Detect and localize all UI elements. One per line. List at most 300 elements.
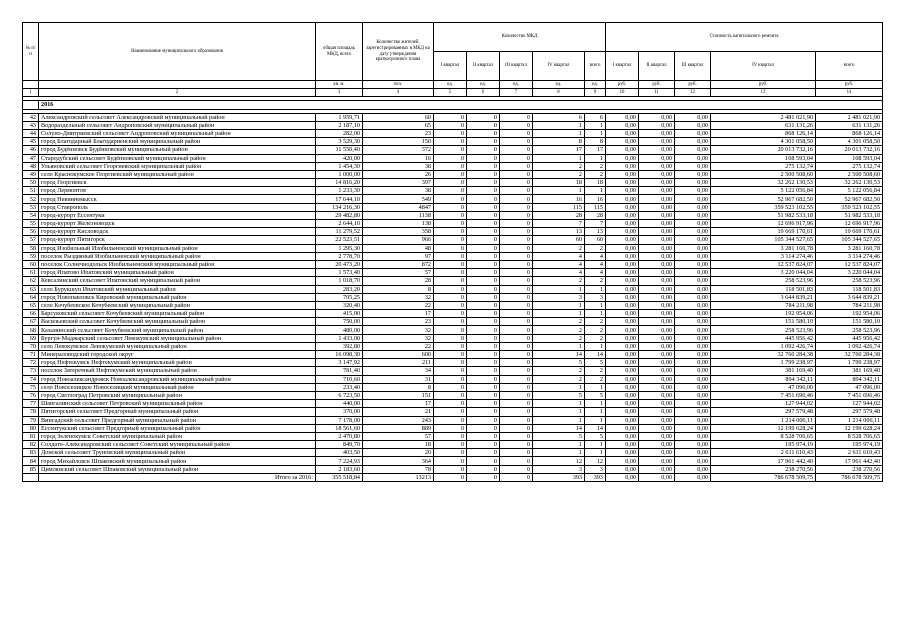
area-cell: 134 216,30 (316, 203, 363, 211)
row-number: 52 (23, 195, 39, 203)
row-number: 63 (23, 285, 39, 293)
cost-q3-cell: 0,00 (675, 449, 711, 457)
mkd-q4-cell: 2 (533, 334, 585, 342)
mkd-q1-cell: 0 (434, 236, 467, 244)
area-cell: 3 147,92 (316, 359, 363, 367)
row-number: 59 (23, 252, 39, 260)
municipality-name: город Будённовск Будённовский муниципальный район (39, 146, 316, 154)
mkd-q3-cell: 0 (500, 449, 533, 457)
mkd-q4-cell: 14 (533, 351, 585, 359)
table-row (23, 220, 883, 228)
row-number: 46 (23, 146, 39, 154)
mkd-q1-cell: 0 (434, 465, 467, 473)
municipality-name: Солуно-Дмитриевский сельсовет Андроповский муниципальный район (39, 129, 316, 137)
mkd-q3-cell: 0 (500, 277, 533, 285)
cost-q1-cell: 0,00 (606, 359, 639, 367)
area-cell: 17 644,10 (316, 195, 363, 203)
mkd-q4-cell: 13 (533, 228, 585, 236)
table-row (23, 162, 883, 170)
total-mkd-q4: 393 (533, 473, 585, 481)
table-row (23, 400, 883, 408)
cost-q3-cell: 0,00 (675, 138, 711, 146)
municipality-name: Цимлянский сельсовет Шпаковский муниципальный район (39, 465, 316, 473)
cost-total-cell: 3 281 160,78 (816, 244, 883, 252)
mkd-q4-cell: 4 (533, 269, 585, 277)
table-row (23, 359, 883, 367)
mkd-q3-cell: 0 (500, 432, 533, 440)
cost-total-cell: 1 799 238,97 (816, 359, 883, 367)
table-row (23, 146, 883, 154)
cost-q3-cell: 0,00 (675, 285, 711, 293)
area-cell: 1 018,70 (316, 277, 363, 285)
mkd-q2-cell: 0 (467, 457, 500, 465)
mkd-q4-cell: 1 (533, 310, 585, 318)
residents-cell: 23 (363, 129, 434, 137)
area-cell: 233,40 (316, 383, 363, 391)
total-mkd-q2: 0 (467, 473, 500, 481)
column-number: 7 (500, 89, 533, 97)
cost-total-cell: 8 528 706,65 (816, 432, 883, 440)
municipality-name: поселок Рыздвяный Изобильненский муниципальный район (39, 252, 316, 260)
column-number: 9 (585, 89, 606, 97)
mkd-q2-cell: 0 (467, 342, 500, 350)
cost-q4-cell: 275 132,74 (711, 162, 816, 170)
cost-q1-cell: 0,00 (606, 228, 639, 236)
mkd-q2-cell: 0 (467, 293, 500, 301)
residents-cell: 60 (363, 113, 434, 121)
mkd-q2-cell: 0 (467, 269, 500, 277)
cost-q4-cell: 127 944,02 (711, 400, 816, 408)
cost-q1-cell: 0,00 (606, 301, 639, 309)
mkd-q3-cell: 0 (500, 367, 533, 375)
mkd-q4-cell: 1 (533, 342, 585, 350)
column-number: 13 (711, 89, 816, 97)
mkd-total-cell: 16 (585, 195, 606, 203)
mkd-q2-cell: 0 (467, 318, 500, 326)
row-number: 71 (23, 351, 39, 359)
cost-total-cell: 32 262 130,53 (816, 179, 883, 187)
mkd-q4-cell: 3 (533, 465, 585, 473)
table-row (23, 301, 883, 309)
mkd-q1-cell: 0 (434, 162, 467, 170)
mkd-total-cell: 1 (585, 441, 606, 449)
mkd-total-cell: 60 (585, 236, 606, 244)
mkd-q1-cell: 0 (434, 277, 467, 285)
residents-cell: 138 (363, 220, 434, 228)
cost-q2-cell: 0,00 (639, 129, 675, 137)
mkd-q2-cell: 0 (467, 432, 500, 440)
mkd-q3-cell: 0 (500, 211, 533, 219)
cost-q2-cell: 0,00 (639, 138, 675, 146)
area-cell: 3 529,30 (316, 138, 363, 146)
table-row (23, 441, 883, 449)
cost-q4-cell: 108 593,04 (711, 154, 816, 162)
mkd-q4-cell: 1 (533, 129, 585, 137)
mkd-q2-cell: 0 (467, 121, 500, 129)
cost-q2-cell: 0,00 (639, 334, 675, 342)
cost-q2-cell: 0,00 (639, 351, 675, 359)
mkd-q2-cell: 0 (467, 179, 500, 187)
mkd-q1-cell: 0 (434, 146, 467, 154)
residents-cell: 364 (363, 457, 434, 465)
mkd-q3-cell: 0 (500, 301, 533, 309)
column-number: 3 (316, 89, 363, 97)
area-cell: 710,60 (316, 375, 363, 383)
area-cell: 1 959,71 (316, 113, 363, 121)
mkd-total-cell: 28 (585, 211, 606, 219)
cost-q1-cell: 0,00 (606, 416, 639, 424)
mkd-total-cell: 8 (585, 138, 606, 146)
cost-q1-cell: 0,00 (606, 195, 639, 203)
table-row (23, 285, 883, 293)
cost-total-cell: 12 199 628,24 (816, 424, 883, 432)
mkd-total-cell: 1 (585, 121, 606, 129)
cost-q4-cell: 1 799 238,97 (711, 359, 816, 367)
mkd-q3-cell: 0 (500, 285, 533, 293)
cost-q3-cell: 0,00 (675, 170, 711, 178)
cost-q3-cell: 0,00 (675, 465, 711, 473)
mkd-q2-cell: 0 (467, 465, 500, 473)
cost-q4-cell: 12 199 628,24 (711, 424, 816, 432)
table-row (23, 113, 883, 121)
cost-q2-cell: 0,00 (639, 293, 675, 301)
unit-cell: ед. (467, 81, 500, 89)
mkd-q4-cell: 2 (533, 375, 585, 383)
residents-cell: 48 (363, 244, 434, 252)
cost-q3-cell: 0,00 (675, 121, 711, 129)
cost-q3-cell: 0,00 (675, 367, 711, 375)
residents-cell: 600 (363, 351, 434, 359)
mkd-q3-cell: 0 (500, 179, 533, 187)
year-row (23, 101, 883, 109)
cost-q2-cell: 0,00 (639, 424, 675, 432)
cost-q4-cell: 17 961 442,40 (711, 457, 816, 465)
row-number: 49 (23, 170, 39, 178)
total-cost-all: 786 678 509,75 (816, 473, 883, 481)
mkd-q4-cell: 2 (533, 326, 585, 334)
cost-q1-cell: 0,00 (606, 432, 639, 440)
cost-total-cell: 108 593,04 (816, 154, 883, 162)
mkd-q2-cell: 0 (467, 203, 500, 211)
cost-q1-cell: 0,00 (606, 351, 639, 359)
cost-q4-cell: 3 644 839,21 (711, 293, 816, 301)
mkd-q1-cell: 0 (434, 391, 467, 399)
cost-q2-cell: 0,00 (639, 121, 675, 129)
cost-q3-cell: 0,00 (675, 318, 711, 326)
cost-total-cell: 192 954,06 (816, 310, 883, 318)
table-row (23, 342, 883, 350)
cost-q1-cell: 0,00 (606, 260, 639, 268)
table-row (23, 334, 883, 342)
residents-cell: 243 (363, 416, 434, 424)
repair-plan-table (22, 22, 883, 482)
row-number: 79 (23, 416, 39, 424)
header-mkd-q3: III квартал (500, 52, 533, 81)
mkd-total-cell: 1 (585, 383, 606, 391)
residents-cell: 889 (363, 424, 434, 432)
mkd-q3-cell: 0 (500, 203, 533, 211)
mkd-total-cell: 2 (585, 170, 606, 178)
cost-q2-cell: 0,00 (639, 449, 675, 457)
cost-q4-cell: 631 131,26 (711, 121, 816, 129)
mkd-q3-cell: 0 (500, 424, 533, 432)
table-row (23, 138, 883, 146)
mkd-q4-cell: 60 (533, 236, 585, 244)
table-row (23, 277, 883, 285)
mkd-q2-cell: 0 (467, 416, 500, 424)
mkd-q1-cell: 0 (434, 269, 467, 277)
cost-q3-cell: 0,00 (675, 220, 711, 228)
mkd-total-cell: 1 (585, 285, 606, 293)
total-cost-q3: 0,00 (675, 473, 711, 481)
cost-q2-cell: 0,00 (639, 310, 675, 318)
cost-q4-cell: 2 481 021,90 (711, 113, 816, 121)
mkd-q2-cell: 0 (467, 441, 500, 449)
municipality-name: Шангалинский сельсовет Петровский муниципальный район (39, 400, 316, 408)
table-row (23, 408, 883, 416)
cost-q2-cell: 0,00 (639, 260, 675, 268)
cost-total-cell: 3 644 839,21 (816, 293, 883, 301)
cost-q3-cell: 0,00 (675, 310, 711, 318)
mkd-q3-cell: 0 (500, 441, 533, 449)
cost-q3-cell: 0,00 (675, 236, 711, 244)
area-cell: 7 178,00 (316, 416, 363, 424)
total-cost-q4: 786 678 509,75 (711, 473, 816, 481)
mkd-q4-cell: 7 (533, 220, 585, 228)
mkd-q2-cell: 0 (467, 154, 500, 162)
cost-q4-cell: 20 013 732,16 (711, 146, 816, 154)
units-row (23, 81, 883, 89)
cost-total-cell: 127 944,02 (816, 400, 883, 408)
mkd-q2-cell: 0 (467, 220, 500, 228)
mkd-total-cell: 1 (585, 187, 606, 195)
header-residents: Количество жителей, зарегистрированных в МКД на дату утверждения краткосрочного плана (363, 23, 434, 81)
mkd-total-cell: 2 (585, 162, 606, 170)
mkd-q1-cell: 0 (434, 326, 467, 334)
mkd-q2-cell: 0 (467, 326, 500, 334)
row-number: 83 (23, 449, 39, 457)
cost-q3-cell: 0,00 (675, 441, 711, 449)
row-number: 75 (23, 383, 39, 391)
municipality-name: село Новоселицкое Новоселицкий муниципальный район (39, 383, 316, 391)
cost-q1-cell: 0,00 (606, 220, 639, 228)
table-row (23, 195, 883, 203)
cost-q1-cell: 0,00 (606, 383, 639, 391)
mkd-q2-cell: 0 (467, 260, 500, 268)
area-cell: 1 433,00 (316, 334, 363, 342)
row-number: 85 (23, 465, 39, 473)
cost-q3-cell: 0,00 (675, 211, 711, 219)
column-number: 6 (467, 89, 500, 97)
cost-total-cell: 1 214 006,11 (816, 416, 883, 424)
residents-cell: 18 (363, 441, 434, 449)
cost-q4-cell: 7 451 696,46 (711, 391, 816, 399)
cost-q3-cell: 0,00 (675, 293, 711, 301)
capital-repair-plan-sheet (22, 22, 882, 482)
cost-q4-cell: 381 169,40 (711, 367, 816, 375)
cost-q3-cell: 0,00 (675, 301, 711, 309)
mkd-q1-cell: 0 (434, 285, 467, 293)
mkd-total-cell: 2 (585, 326, 606, 334)
mkd-q3-cell: 0 (500, 138, 533, 146)
municipality-name: город Благодарный Благодарненский муниципальный район (39, 138, 316, 146)
municipality-name: город Новоалександровск Новоалександровский муниципальный район (39, 375, 316, 383)
mkd-q2-cell: 0 (467, 351, 500, 359)
cost-q2-cell: 0,00 (639, 211, 675, 219)
cost-q3-cell: 0,00 (675, 391, 711, 399)
mkd-total-cell: 1 (585, 416, 606, 424)
cost-q2-cell: 0,00 (639, 195, 675, 203)
cost-total-cell: 1 092 426,74 (816, 342, 883, 350)
mkd-q1-cell: 0 (434, 211, 467, 219)
cost-q2-cell: 0,00 (639, 269, 675, 277)
row-number: 58 (23, 244, 39, 252)
municipality-name: село Кочубеевское Кочубеевский муниципальный район (39, 301, 316, 309)
mkd-q1-cell: 0 (434, 170, 467, 178)
area-cell: 20 473,20 (316, 260, 363, 268)
cost-q3-cell: 0,00 (675, 424, 711, 432)
row-number: 54 (23, 211, 39, 219)
mkd-q1-cell: 0 (434, 334, 467, 342)
residents-cell: 34 (363, 367, 434, 375)
mkd-q2-cell: 0 (467, 375, 500, 383)
cost-q3-cell: 0,00 (675, 342, 711, 350)
municipality-name: Барсуковский сельсовет Кочубеевский муниципальный район (39, 310, 316, 318)
mkd-q1-cell: 0 (434, 203, 467, 211)
mkd-q3-cell: 0 (500, 342, 533, 350)
cost-q3-cell: 0,00 (675, 113, 711, 121)
municipality-name: Бургун-Маджарский сельсовет Левокумский муниципальный район (39, 334, 316, 342)
area-cell: 16 098,30 (316, 351, 363, 359)
table-row (23, 228, 883, 236)
mkd-q3-cell: 0 (500, 310, 533, 318)
cost-q2-cell: 0,00 (639, 244, 675, 252)
mkd-q1-cell: 0 (434, 342, 467, 350)
cost-total-cell: 3 220 044,04 (816, 269, 883, 277)
header-mkd-q2: II квартал (467, 52, 500, 81)
mkd-total-cell: 1 (585, 154, 606, 162)
column-number: 8 (533, 89, 585, 97)
cost-q2-cell: 0,00 (639, 326, 675, 334)
table-row (23, 211, 883, 219)
cost-q1-cell: 0,00 (606, 342, 639, 350)
cost-q2-cell: 0,00 (639, 301, 675, 309)
row-number: 51 (23, 187, 39, 195)
area-cell: 7 224,93 (316, 457, 363, 465)
area-cell: 11 279,52 (316, 228, 363, 236)
mkd-q1-cell: 0 (434, 432, 467, 440)
mkd-q2-cell: 0 (467, 391, 500, 399)
area-cell: 420,00 (316, 154, 363, 162)
unit-cell: чел. (363, 81, 434, 89)
mkd-q2-cell: 0 (467, 400, 500, 408)
mkd-q1-cell: 0 (434, 383, 467, 391)
municipality-name: город Михайловск Шпаковский муниципальный район (39, 457, 316, 465)
mkd-q4-cell: 5 (533, 432, 585, 440)
row-number: 82 (23, 441, 39, 449)
cost-q2-cell: 0,00 (639, 416, 675, 424)
mkd-q2-cell: 0 (467, 310, 500, 318)
cost-total-cell: 51 982 533,18 (816, 211, 883, 219)
mkd-q1-cell: 0 (434, 457, 467, 465)
cost-q1-cell: 0,00 (606, 146, 639, 154)
residents-cell: 57 (363, 269, 434, 277)
mkd-total-cell: 1 (585, 342, 606, 350)
cost-q2-cell: 0,00 (639, 465, 675, 473)
mkd-total-cell: 5 (585, 359, 606, 367)
mkd-q3-cell: 0 (500, 244, 533, 252)
mkd-q3-cell: 0 (500, 170, 533, 178)
cost-q1-cell: 0,00 (606, 252, 639, 260)
row-number: 69 (23, 334, 39, 342)
cost-total-cell: 5 122 056,84 (816, 187, 883, 195)
cost-q2-cell: 0,00 (639, 228, 675, 236)
cost-q3-cell: 0,00 (675, 203, 711, 211)
cost-total-cell: 258 523,96 (816, 326, 883, 334)
area-cell: 6 723,50 (316, 391, 363, 399)
municipality-name: город Невинномысск (39, 195, 316, 203)
municipality-name: город Изобильный Изобильненский муниципальный район (39, 244, 316, 252)
column-number: 14 (816, 89, 883, 97)
cost-q3-cell: 0,00 (675, 154, 711, 162)
mkd-q4-cell: 1 (533, 154, 585, 162)
cost-q4-cell: 784 211,98 (711, 301, 816, 309)
mkd-q1-cell: 0 (434, 310, 467, 318)
residents-cell: 65 (363, 121, 434, 129)
mkd-q1-cell: 0 (434, 359, 467, 367)
cost-q4-cell: 51 982 533,18 (711, 211, 816, 219)
cost-total-cell: 359 523 102,55 (816, 203, 883, 211)
municipality-name: Солдато-Александровский сельсовет Советский муниципальный район (39, 441, 316, 449)
row-number: 56 (23, 228, 39, 236)
mkd-q3-cell: 0 (500, 220, 533, 228)
mkd-q4-cell: 5 (533, 391, 585, 399)
mkd-q2-cell: 0 (467, 211, 500, 219)
cost-q1-cell: 0,00 (606, 179, 639, 187)
mkd-q2-cell: 0 (467, 236, 500, 244)
cost-q3-cell: 0,00 (675, 334, 711, 342)
cost-q1-cell: 0,00 (606, 318, 639, 326)
column-number: 11 (639, 89, 675, 97)
municipality-name: Александровский сельсовет Александровский муниципальный район (39, 113, 316, 121)
municipality-name: Донской сельсовет Труновский муниципальный район (39, 449, 316, 457)
unit-cell: ед. (533, 81, 585, 89)
residents-cell: 966 (363, 236, 434, 244)
residents-cell: 358 (363, 228, 434, 236)
cost-total-cell: 195 974,19 (816, 441, 883, 449)
mkd-total-cell: 14 (585, 424, 606, 432)
cost-total-cell: 118 501,83 (816, 285, 883, 293)
cost-total-cell: 631 131,26 (816, 121, 883, 129)
mkd-q1-cell: 0 (434, 129, 467, 137)
cost-q2-cell: 0,00 (639, 359, 675, 367)
cost-q1-cell: 0,00 (606, 449, 639, 457)
municipality-name: Пятигорский сельсовет Предгорный муниципальный район (39, 408, 316, 416)
area-cell: 11 550,40 (316, 146, 363, 154)
municipality-name: город Зеленокумск Советский муниципальный район (39, 432, 316, 440)
residents-cell: 97 (363, 252, 434, 260)
mkd-q1-cell: 0 (434, 318, 467, 326)
mkd-q4-cell: 17 (533, 146, 585, 154)
mkd-q3-cell: 0 (500, 195, 533, 203)
mkd-q3-cell: 0 (500, 359, 533, 367)
row-number: 60 (23, 260, 39, 268)
column-number: 10 (606, 89, 639, 97)
header-mkd-total: всего (585, 52, 606, 81)
mkd-q2-cell: 0 (467, 113, 500, 121)
residents-cell: 150 (363, 138, 434, 146)
mkd-q3-cell: 0 (500, 457, 533, 465)
